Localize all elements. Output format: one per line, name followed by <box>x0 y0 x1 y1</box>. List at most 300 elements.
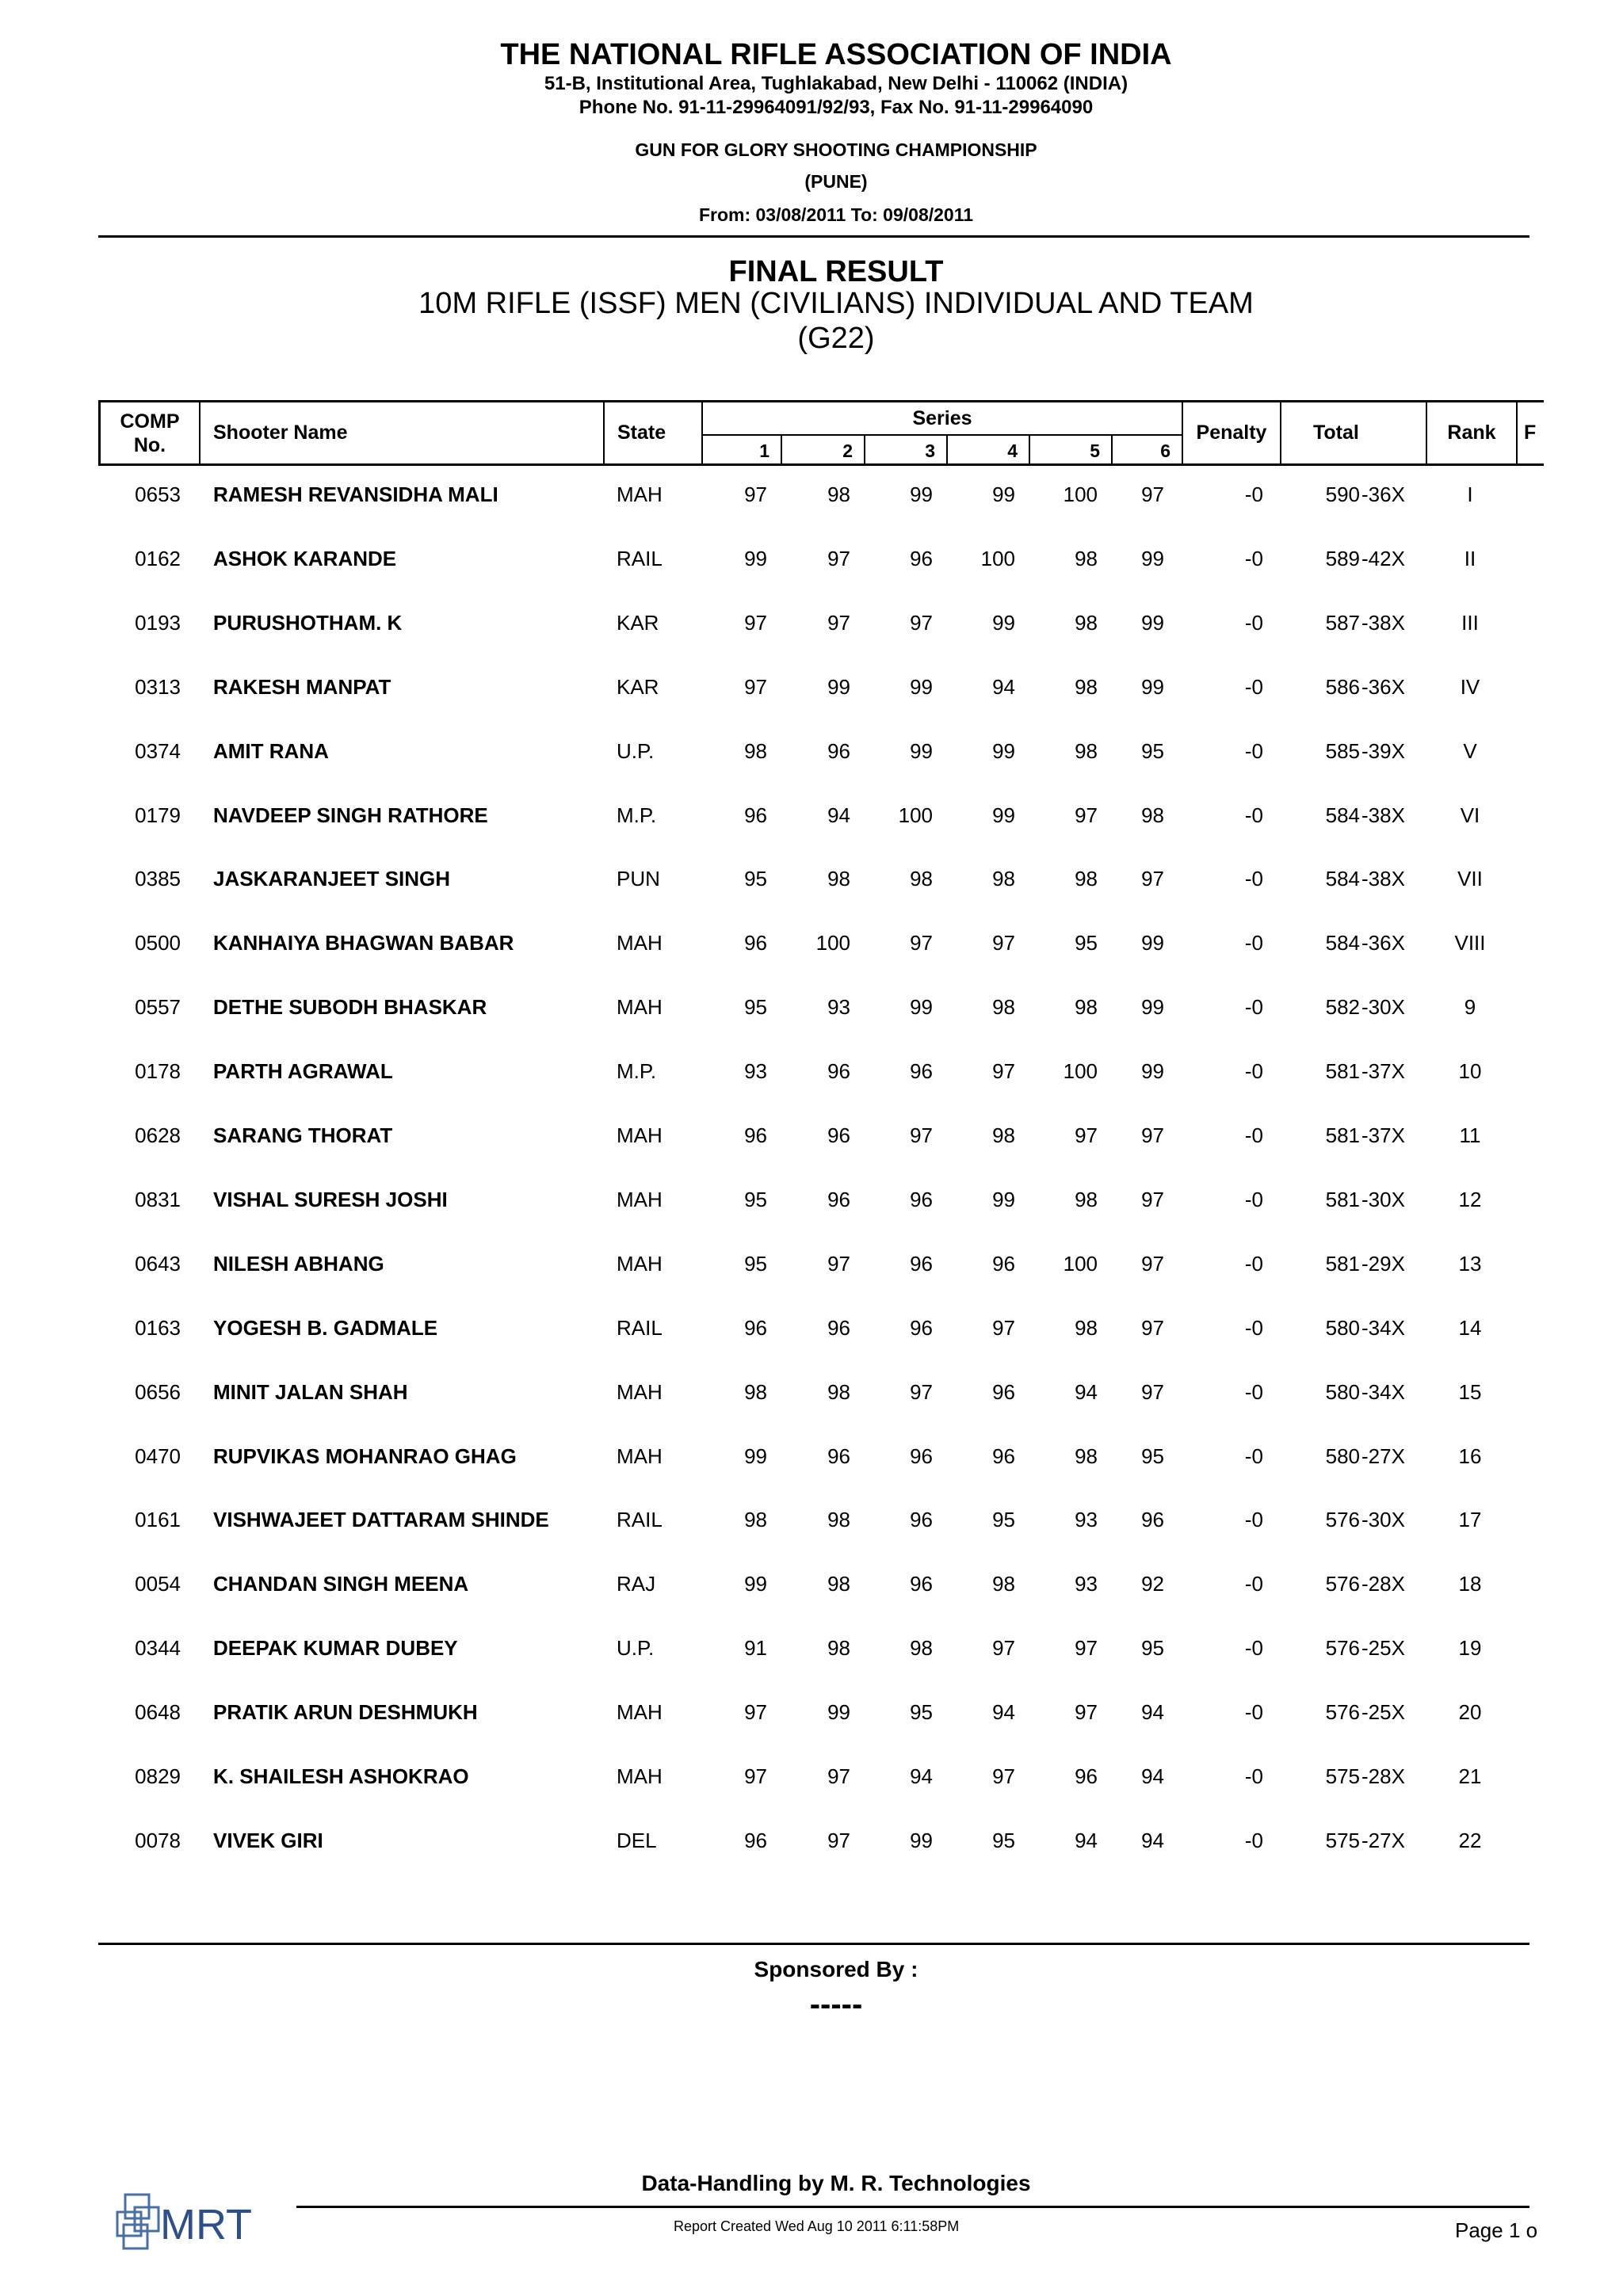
total-score: 580 <box>1325 1379 1360 1404</box>
total-score: 575 <box>1325 1764 1360 1788</box>
org-name: THE NATIONAL RIFLE ASSOCIATION OF INDIA <box>500 38 1172 71</box>
rank: 22 <box>1458 1828 1482 1852</box>
state: RAIL <box>617 1508 663 1532</box>
total-score: 582 <box>1325 995 1360 1020</box>
series-2-score: 97 <box>827 1251 850 1276</box>
rank: VIII <box>1454 931 1486 955</box>
series-3-score: 97 <box>910 931 933 955</box>
series-2-score: 96 <box>827 1059 850 1084</box>
series-6-score: 95 <box>1141 1444 1164 1468</box>
table-row <box>98 1632 1529 1664</box>
series-4-score: 99 <box>992 803 1015 827</box>
col-comp-line1: COMP <box>120 410 180 433</box>
x-count: -28X <box>1361 1764 1405 1788</box>
penalty: -0 <box>1244 1444 1263 1468</box>
footer-rule <box>296 2206 1529 2208</box>
state: MAH <box>617 931 663 955</box>
series-5-score: 98 <box>1075 674 1098 699</box>
rank: 12 <box>1458 1187 1482 1211</box>
table-row <box>98 991 1529 1023</box>
col-series: Series <box>703 402 1182 436</box>
series-2-score: 97 <box>827 1764 850 1788</box>
shooter-name: DETHE SUBODH BHASKAR <box>213 995 487 1020</box>
col-series-2: 2 <box>782 436 865 466</box>
state: MAH <box>617 1379 663 1404</box>
total-score: 581 <box>1325 1059 1360 1084</box>
penalty: -0 <box>1244 482 1263 506</box>
series-6-score: 99 <box>1141 674 1164 699</box>
series-1-score: 95 <box>744 1187 767 1211</box>
page-number: Page 1 o <box>1455 2218 1538 2242</box>
series-5-score: 94 <box>1075 1828 1098 1852</box>
penalty: -0 <box>1244 931 1263 955</box>
series-1-score: 91 <box>744 1636 767 1661</box>
total-score: 587 <box>1325 610 1360 635</box>
data-handling-credit: Data-Handling by M. R. Technologies <box>641 2171 1031 2195</box>
state: U.P. <box>617 738 655 763</box>
rank: V <box>1463 738 1477 763</box>
series-6-score: 96 <box>1141 1508 1164 1532</box>
col-series-6: 6 <box>1160 440 1170 461</box>
series-1-score: 96 <box>744 1828 767 1852</box>
series-6-score: 99 <box>1141 1059 1164 1084</box>
series-5-score: 93 <box>1075 1508 1098 1532</box>
x-count: -25X <box>1361 1700 1405 1725</box>
state: MAH <box>617 1700 663 1725</box>
series-6-score: 94 <box>1141 1764 1164 1788</box>
comp-no: 0163 <box>135 1315 181 1340</box>
total-score: 575 <box>1325 1828 1360 1852</box>
penalty: -0 <box>1244 867 1263 891</box>
series-2-score: 98 <box>827 1379 850 1404</box>
rank: 14 <box>1458 1315 1482 1340</box>
series-3-score: 99 <box>910 995 933 1020</box>
series-4-score: 98 <box>992 1123 1015 1147</box>
shooter-name: DEEPAK KUMAR DUBEY <box>213 1636 458 1661</box>
series-5-score: 98 <box>1075 867 1098 891</box>
total-score: 580 <box>1325 1444 1360 1468</box>
x-count: -27X <box>1361 1444 1405 1468</box>
state: MAH <box>617 1764 663 1788</box>
shooter-name: MINIT JALAN SHAH <box>213 1379 408 1404</box>
total-score: 576 <box>1325 1636 1360 1661</box>
shooter-name: VISHWAJEET DATTARAM SHINDE <box>213 1508 549 1532</box>
series-6-score: 97 <box>1141 1315 1164 1340</box>
series-5-score: 93 <box>1075 1572 1098 1596</box>
rank: 19 <box>1458 1636 1482 1661</box>
table-row <box>98 1119 1529 1151</box>
x-count: -34X <box>1361 1379 1405 1404</box>
x-count: -28X <box>1361 1572 1405 1596</box>
table-row <box>98 1696 1529 1728</box>
series-4-score: 98 <box>992 995 1015 1020</box>
comp-no: 0313 <box>135 674 181 699</box>
series-6-score: 95 <box>1141 738 1164 763</box>
shooter-name: YOGESH B. GADMALE <box>213 1315 438 1340</box>
rank: VI <box>1460 803 1480 827</box>
state: MAH <box>617 1187 663 1211</box>
series-2-score: 96 <box>827 1187 850 1211</box>
x-count: -30X <box>1361 995 1405 1020</box>
series-5-score: 98 <box>1075 546 1098 570</box>
x-count: -38X <box>1361 803 1405 827</box>
championship-name: GUN FOR GLORY SHOOTING CHAMPIONSHIP <box>635 139 1037 160</box>
series-2-score: 100 <box>815 931 850 955</box>
series-4-score: 96 <box>992 1379 1015 1404</box>
col-series-3: 3 <box>865 436 948 466</box>
col-comp-line2: No. <box>133 433 166 456</box>
table-row <box>98 863 1529 894</box>
championship-city: (PUNE) <box>804 171 868 192</box>
x-count: -30X <box>1361 1508 1405 1532</box>
penalty: -0 <box>1244 546 1263 570</box>
state: RAIL <box>617 546 663 570</box>
series-6-score: 92 <box>1141 1572 1164 1596</box>
rank: 13 <box>1458 1251 1482 1276</box>
table-row <box>98 607 1529 639</box>
series-4-score: 99 <box>992 1187 1015 1211</box>
x-count: -34X <box>1361 1315 1405 1340</box>
table-row <box>98 1184 1529 1215</box>
series-1-score: 96 <box>744 803 767 827</box>
org-address: 51-B, Institutional Area, Tughlakabad, New Delhi - 110062 (INDIA) <box>544 73 1128 94</box>
series-6-score: 95 <box>1141 1636 1164 1661</box>
table-row <box>98 1376 1529 1408</box>
penalty: -0 <box>1244 995 1263 1020</box>
table-row <box>98 1568 1529 1600</box>
rank: 15 <box>1458 1379 1482 1404</box>
series-5-score: 97 <box>1075 1636 1098 1661</box>
series-2-score: 96 <box>827 1315 850 1340</box>
comp-no: 0557 <box>135 995 181 1020</box>
series-6-score: 97 <box>1141 482 1164 506</box>
series-4-score: 97 <box>992 1636 1015 1661</box>
series-3-score: 97 <box>910 610 933 635</box>
rank: 18 <box>1458 1572 1482 1596</box>
series-3-score: 99 <box>910 482 933 506</box>
series-6-score: 97 <box>1141 1251 1164 1276</box>
series-2-score: 96 <box>827 1444 850 1468</box>
rank: 9 <box>1464 995 1476 1020</box>
penalty: -0 <box>1244 1315 1263 1340</box>
series-1-score: 99 <box>744 1444 767 1468</box>
penalty: -0 <box>1244 1828 1263 1852</box>
series-2-score: 97 <box>827 1828 850 1852</box>
comp-no: 0054 <box>135 1572 181 1596</box>
shooter-name: NAVDEEP SINGH RATHORE <box>213 803 488 827</box>
x-count: -42X <box>1361 546 1405 570</box>
penalty: -0 <box>1244 1379 1263 1404</box>
championship-dates: From: 03/08/2011 To: 09/08/2011 <box>698 204 974 225</box>
series-5-score: 98 <box>1075 1444 1098 1468</box>
table-row <box>98 799 1529 831</box>
series-3-score: 96 <box>910 1187 933 1211</box>
col-series-4: 4 <box>948 436 1030 466</box>
series-2-score: 96 <box>827 738 850 763</box>
series-1-score: 96 <box>744 1315 767 1340</box>
series-2-score: 98 <box>827 1508 850 1532</box>
logo-text: MRT <box>160 2201 252 2248</box>
penalty: -0 <box>1244 803 1263 827</box>
comp-no: 0078 <box>135 1828 181 1852</box>
series-3-score: 99 <box>910 1828 933 1852</box>
series-6-score: 99 <box>1141 931 1164 955</box>
rank: 16 <box>1458 1444 1482 1468</box>
comp-no: 0374 <box>135 738 181 763</box>
series-3-score: 98 <box>910 1636 933 1661</box>
shooter-name: KANHAIYA BHAGWAN BABAR <box>213 931 514 955</box>
result-title: FINAL RESULT <box>728 255 944 288</box>
series-1-score: 95 <box>744 995 767 1020</box>
comp-no: 0161 <box>135 1508 181 1532</box>
x-count: -27X <box>1361 1828 1405 1852</box>
series-2-score: 93 <box>827 995 850 1020</box>
series-6-score: 99 <box>1141 610 1164 635</box>
series-4-score: 96 <box>992 1251 1015 1276</box>
comp-no: 0831 <box>135 1187 181 1211</box>
series-1-score: 93 <box>744 1059 767 1084</box>
series-3-score: 100 <box>898 803 933 827</box>
series-3-score: 96 <box>910 1059 933 1084</box>
series-5-score: 98 <box>1075 995 1098 1020</box>
rank: 11 <box>1459 1123 1481 1147</box>
total-score: 581 <box>1325 1123 1360 1147</box>
state: MAH <box>617 1251 663 1276</box>
x-count: -39X <box>1361 738 1405 763</box>
series-5-score: 98 <box>1075 738 1098 763</box>
penalty: -0 <box>1244 738 1263 763</box>
series-6-score: 97 <box>1141 1379 1164 1404</box>
series-1-score: 95 <box>744 1251 767 1276</box>
penalty: -0 <box>1244 1123 1263 1147</box>
x-count: -37X <box>1361 1059 1405 1084</box>
series-1-score: 97 <box>744 674 767 699</box>
total-score: 584 <box>1325 931 1360 955</box>
series-5-score: 97 <box>1075 1123 1098 1147</box>
penalty: -0 <box>1244 1764 1263 1788</box>
comp-no: 0344 <box>135 1636 181 1661</box>
comp-no: 0656 <box>135 1379 181 1404</box>
shooter-name: RUPVIKAS MOHANRAO GHAG <box>213 1444 517 1468</box>
series-2-score: 97 <box>827 610 850 635</box>
comp-no: 0643 <box>135 1251 181 1276</box>
col-series-1: 1 <box>703 436 782 466</box>
table-row <box>98 1248 1529 1280</box>
penalty: -0 <box>1244 610 1263 635</box>
x-count: -36X <box>1361 931 1405 955</box>
penalty: -0 <box>1244 1636 1263 1661</box>
series-1-score: 96 <box>744 1123 767 1147</box>
state: KAR <box>617 610 659 635</box>
state: PUN <box>617 867 660 891</box>
shooter-name: VISHAL SURESH JOSHI <box>213 1187 448 1211</box>
series-1-score: 98 <box>744 1508 767 1532</box>
table-row <box>98 735 1529 767</box>
series-5-score: 97 <box>1075 1700 1098 1725</box>
shooter-name: AMIT RANA <box>213 738 329 763</box>
col-total: Total <box>1281 402 1427 463</box>
total-score: 586 <box>1325 674 1360 699</box>
x-count: -37X <box>1361 1123 1405 1147</box>
series-3-score: 99 <box>910 674 933 699</box>
series-4-score: 97 <box>992 931 1015 955</box>
series-5-score: 94 <box>1075 1379 1098 1404</box>
table-row <box>98 1825 1529 1856</box>
mrt-logo-icon <box>114 2188 281 2256</box>
series-3-score: 95 <box>910 1700 933 1725</box>
total-score: 584 <box>1325 803 1360 827</box>
series-4-score: 99 <box>992 610 1015 635</box>
total-score: 589 <box>1325 546 1360 570</box>
series-5-score: 98 <box>1075 1315 1098 1340</box>
total-score: 576 <box>1325 1508 1360 1532</box>
col-penalty: Penalty <box>1183 402 1281 463</box>
table-row <box>98 1055 1529 1087</box>
series-2-score: 99 <box>827 674 850 699</box>
series-1-score: 97 <box>744 482 767 506</box>
series-3-score: 96 <box>910 1572 933 1596</box>
series-3-score: 97 <box>910 1379 933 1404</box>
series-6-score: 99 <box>1141 546 1164 570</box>
series-5-score: 98 <box>1075 610 1098 635</box>
shooter-name: K. SHAILESH ASHOKRAO <box>213 1764 469 1788</box>
series-6-score: 98 <box>1141 803 1164 827</box>
total-score: 584 <box>1325 867 1360 891</box>
mrt-logo <box>114 2188 281 2256</box>
series-1-score: 97 <box>744 1764 767 1788</box>
table-row <box>98 1312 1529 1344</box>
series-1-score: 98 <box>744 1379 767 1404</box>
series-6-score: 94 <box>1141 1700 1164 1725</box>
rank: 17 <box>1458 1508 1482 1532</box>
series-4-score: 98 <box>992 867 1015 891</box>
total-score: 581 <box>1325 1187 1360 1211</box>
sponsor-name: ----- <box>809 1987 863 2022</box>
series-4-score: 100 <box>980 546 1015 570</box>
shooter-name: RAMESH REVANSIDHA MALI <box>213 482 498 506</box>
table-row <box>98 671 1529 703</box>
rank: 10 <box>1458 1059 1482 1084</box>
penalty: -0 <box>1244 1700 1263 1725</box>
series-2-score: 98 <box>827 1572 850 1596</box>
series-1-score: 97 <box>744 1700 767 1725</box>
series-5-score: 95 <box>1075 931 1098 955</box>
series-5-score: 100 <box>1063 482 1098 506</box>
series-5-score: 97 <box>1075 803 1098 827</box>
report-created: Report Created Wed Aug 10 2011 6:11:58PM <box>674 2218 960 2234</box>
series-6-score: 97 <box>1141 1187 1164 1211</box>
series-2-score: 96 <box>827 1123 850 1147</box>
series-6-score: 99 <box>1141 995 1164 1020</box>
table-row <box>98 543 1529 574</box>
series-4-score: 94 <box>992 674 1015 699</box>
series-1-score: 96 <box>744 931 767 955</box>
table-row <box>98 1760 1529 1792</box>
series-3-score: 96 <box>910 546 933 570</box>
series-5-score: 100 <box>1063 1251 1098 1276</box>
series-3-score: 96 <box>910 1315 933 1340</box>
col-shooter-name: Shooter Name <box>200 402 605 463</box>
series-4-score: 99 <box>992 738 1015 763</box>
comp-no: 0628 <box>135 1123 181 1147</box>
shooter-name: CHANDAN SINGH MEENA <box>213 1572 469 1596</box>
state: M.P. <box>617 803 657 827</box>
shooter-name: RAKESH MANPAT <box>213 674 391 699</box>
x-count: -25X <box>1361 1636 1405 1661</box>
rank: 20 <box>1458 1700 1482 1725</box>
comp-no: 0500 <box>135 931 181 955</box>
shooter-name: JASKARANJEET SINGH <box>213 867 451 891</box>
shooter-name: VIVEK GIRI <box>213 1828 323 1852</box>
table-row <box>98 479 1529 510</box>
penalty: -0 <box>1244 1187 1263 1211</box>
series-4-score: 94 <box>992 1700 1015 1725</box>
total-score: 590 <box>1325 482 1360 506</box>
state: U.P. <box>617 1636 655 1661</box>
series-3-score: 96 <box>910 1444 933 1468</box>
shooter-name: PRATIK ARUN DESHMUKH <box>213 1700 478 1725</box>
series-6-score: 97 <box>1141 867 1164 891</box>
series-3-score: 99 <box>910 738 933 763</box>
series-4-score: 95 <box>992 1508 1015 1532</box>
shooter-name: PURUSHOTHAM. K <box>213 610 403 635</box>
col-comp-no <box>101 402 200 463</box>
series-2-score: 98 <box>827 867 850 891</box>
series-1-score: 95 <box>744 867 767 891</box>
state: MAH <box>617 1123 663 1147</box>
series-4-score: 99 <box>992 482 1015 506</box>
rank: 21 <box>1458 1764 1482 1788</box>
shooter-name: SARANG THORAT <box>213 1123 393 1147</box>
comp-no: 0193 <box>135 610 181 635</box>
total-score: 580 <box>1325 1315 1360 1340</box>
comp-no: 0162 <box>135 546 181 570</box>
rank: VII <box>1457 867 1483 891</box>
series-1-score: 99 <box>744 1572 767 1596</box>
comp-no: 0653 <box>135 482 181 506</box>
comp-no: 0829 <box>135 1764 181 1788</box>
x-count: -36X <box>1361 482 1405 506</box>
series-4-score: 97 <box>992 1764 1015 1788</box>
shooter-name: PARTH AGRAWAL <box>213 1059 393 1084</box>
series-2-score: 94 <box>827 803 850 827</box>
series-2-score: 98 <box>827 482 850 506</box>
penalty: -0 <box>1244 1059 1263 1084</box>
event-name: 10M RIFLE (ISSF) MEN (CIVILIANS) INDIVIDUAL AND TEAM <box>418 287 1254 320</box>
table-row <box>98 927 1529 959</box>
comp-no: 0179 <box>135 803 181 827</box>
event-code: (G22) <box>797 322 875 355</box>
state: DEL <box>617 1828 657 1852</box>
total-score: 576 <box>1325 1700 1360 1725</box>
series-3-score: 96 <box>910 1251 933 1276</box>
col-extra: F <box>1524 421 1537 444</box>
sponsored-by-label: Sponsored By : <box>754 1957 918 1981</box>
series-3-score: 98 <box>910 867 933 891</box>
series-3-score: 96 <box>910 1508 933 1532</box>
series-2-score: 99 <box>827 1700 850 1725</box>
comp-no: 0178 <box>135 1059 181 1084</box>
series-1-score: 97 <box>744 610 767 635</box>
series-1-score: 99 <box>744 546 767 570</box>
shooter-name: ASHOK KARANDE <box>213 546 397 570</box>
comp-no: 0648 <box>135 1700 181 1725</box>
x-count: -29X <box>1361 1251 1405 1276</box>
state: RAJ <box>617 1572 656 1596</box>
total-score: 576 <box>1325 1572 1360 1596</box>
comp-no: 0470 <box>135 1444 181 1468</box>
x-count: -30X <box>1361 1187 1405 1211</box>
